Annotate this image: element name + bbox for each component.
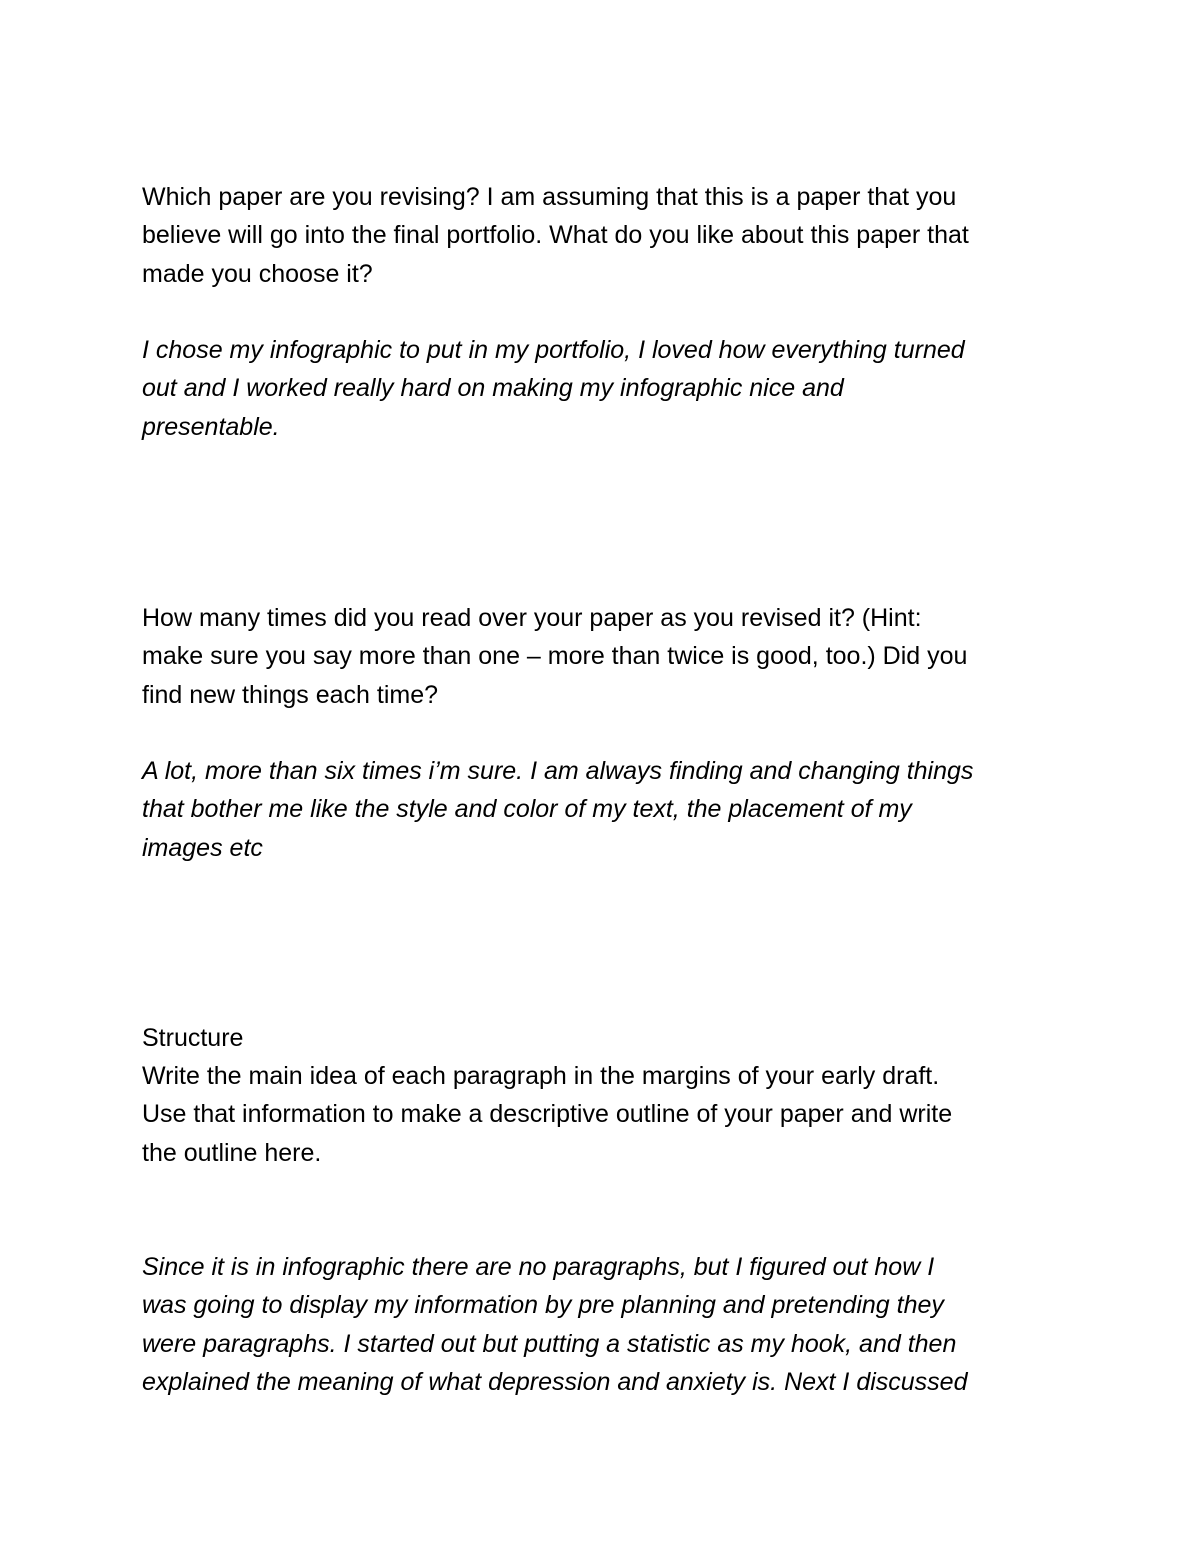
section-heading-structure: Structure — [142, 1024, 244, 1052]
question-read-count: How many times did you read over your paper as you revised it? (Hint: make sure you say more than one – more than twice is good, too.) Did you find new things each time? — [142, 604, 968, 709]
question-paper-choice: Which paper are you revising? I am assuming that this is a paper that you believe will go into the final portfolio. What do you like about this paper that made you choose it? — [142, 183, 969, 288]
answer-paper-choice: I chose my infographic to put in my portfolio, I loved how everything turned out and I worked really hard on making my infographic nice and presentable. — [142, 336, 965, 441]
answer-structure: Since it is in infographic there are no paragraphs, but I figured out how I was going to display my information by pre planning and pretending they were paragraphs. I started out but putting a statistic as my hook, and then explained the meaning of what depression and anxiety is. Next I discussed — [142, 1253, 968, 1396]
answer-read-count: A lot, more than six times i’m sure. I am always finding and changing things that bother me like the style and color of my text, the placement of my images etc — [142, 757, 974, 862]
question-structure: Write the main idea of each paragraph in the margins of your early draft. Use that information to make a descriptive outline of your paper and write the outline here. — [142, 1062, 953, 1167]
